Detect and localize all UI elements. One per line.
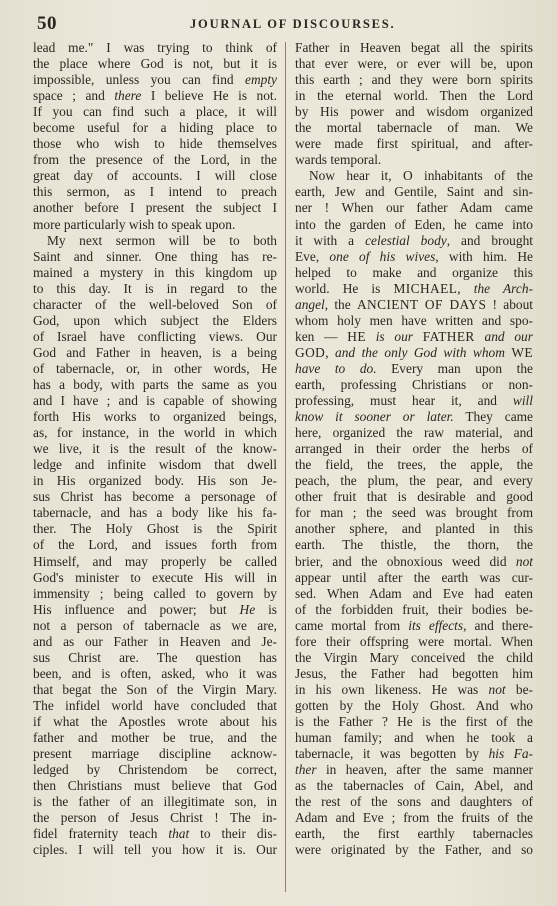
- text-line: fidel fraternity teach that to their dis-: [33, 826, 277, 842]
- text-line: have to do. Every man upon the: [295, 360, 533, 376]
- right-text-column: [295, 40, 533, 900]
- text-line: whom holy men have written and spo-: [295, 312, 533, 328]
- text-line: were made first spiritual, and after-: [295, 136, 533, 152]
- text-line: the field, the trees, the apple, the: [295, 457, 533, 473]
- text-line: lead me." I was trying to think of: [33, 40, 277, 55]
- text-line: that ever were, or ever will be, upon: [295, 56, 533, 72]
- text-line: God and Father in heaven, is a being: [33, 344, 277, 360]
- text-line: ledged by Christendom be correct,: [33, 762, 277, 778]
- text-line: not a person of tabernacle as we are,: [33, 617, 277, 633]
- text-line: My next sermon will be to both: [47, 232, 277, 248]
- text-line: from the presence of the Lord, in the: [33, 152, 277, 168]
- text-line: impossible, unless you can find empty: [33, 72, 277, 88]
- text-line: came mortal from its effects, and there-: [295, 617, 533, 633]
- text-line: as, for instance, in the world in which: [33, 425, 277, 441]
- text-line: the rest of the sons and daughters of: [295, 794, 533, 810]
- text-line: in His organized body. His son Je-: [33, 473, 277, 489]
- text-line: the person of Jesus Christ ! The in-: [33, 810, 277, 826]
- text-line: of the Lord, and issues forth from: [33, 537, 277, 553]
- text-line: present marriage discipline acknow-: [33, 746, 277, 762]
- text-line: forth His works to organized beings,: [33, 409, 277, 425]
- text-line: father and mother be true, and the: [33, 730, 277, 746]
- text-line: Now hear it, O inhabitants of the: [309, 168, 533, 184]
- text-line: tabernacle, it was begotten by his Fa-: [295, 746, 533, 762]
- text-line: fore their offspring were mortal. When: [295, 633, 533, 649]
- text-line: another sphere, and planted in this: [295, 521, 533, 537]
- text-line: Himself, and may properly be called: [33, 553, 277, 569]
- text-line: other fruit that is desirable and good: [295, 489, 533, 505]
- text-line: arranged in their order the herbs of: [295, 441, 533, 457]
- text-line: sed. When Adam and Eve had eaten: [295, 585, 533, 601]
- text-line: were originated by the Father, and so: [295, 842, 533, 858]
- text-line: God, upon which subject the Elders: [33, 312, 277, 328]
- text-line: more particularly wish to speak upon.: [33, 216, 236, 232]
- left-text-column: [33, 40, 277, 900]
- text-line: tabernacle, and has a body like his fa-: [33, 505, 277, 521]
- text-line: immensity ; being called to govern by: [33, 585, 277, 601]
- text-line: has a body, with parts the same as you: [33, 376, 277, 392]
- text-line: another before I present the subject I: [33, 200, 277, 216]
- text-line: ner ! When our father Adam came: [295, 200, 533, 216]
- text-line: earth. The thistle, the thorn, the: [295, 537, 533, 553]
- text-line: gotten by the Holy Ghost. And who: [295, 697, 533, 713]
- text-line: great day of accounts. I will close: [33, 168, 277, 184]
- text-line: brier, and the obnoxious weed did not: [295, 553, 533, 569]
- text-line: and as our Father in Heaven and Je-: [33, 633, 277, 649]
- text-line: and I have ; and is capable of showing: [33, 393, 277, 409]
- text-line: earth, professing Christians or non-: [295, 376, 533, 392]
- text-line: ken — HE is our FATHER and our: [295, 328, 533, 344]
- text-line: helped to make and organize this: [295, 264, 533, 280]
- text-line: into the garden of Eden, he came into: [295, 216, 533, 232]
- text-line: space ; and there I believe He is not.: [33, 88, 277, 104]
- text-line: professing, must hear it, and will: [295, 393, 533, 409]
- text-line: by His power and wisdom organized: [295, 104, 533, 120]
- text-line: know it sooner or later. They came: [295, 409, 533, 425]
- text-line: world. He is MICHAEL, the Arch-: [295, 280, 533, 296]
- text-line: God's minister to execute His will in: [33, 569, 277, 585]
- text-line: is the Father ? He is the first of the: [295, 713, 533, 729]
- column-divider: [285, 42, 286, 892]
- page-number: 50: [37, 13, 57, 34]
- text-line: of Israel have conflicting views. Our: [33, 328, 277, 344]
- text-line: The infidel world have concluded that: [33, 697, 277, 713]
- text-line: then Christians must believe that God: [33, 778, 277, 794]
- text-line: ciples. I will tell you how it is. Our: [33, 842, 277, 858]
- text-line: Eve, one of his wives, with him. He: [295, 248, 533, 264]
- text-line: sus Christ are. The question has: [33, 649, 277, 665]
- text-line: His influence and power; but He is: [33, 601, 277, 617]
- text-line: in his own likeness. He was not be-: [295, 681, 533, 697]
- text-line: become useful for a hiding place to: [33, 120, 277, 136]
- text-line: human family; and when he took a: [295, 730, 533, 746]
- text-line: the place where God is not, but it is: [33, 56, 277, 72]
- text-line: sus Christ has become a personage of: [33, 489, 277, 505]
- text-line: as the tabernacles of Cain, Abel, and: [295, 778, 533, 794]
- page-header: [0, 0, 557, 36]
- text-line: Adam and Eve ; from the fruits of the: [295, 810, 533, 826]
- text-line: of tabernacle, or, in other words, He: [33, 360, 277, 376]
- text-line: here, organized the raw material, and: [295, 425, 533, 441]
- text-line: the Virgin Mary conceived the child: [295, 649, 533, 665]
- text-line: Father in Heaven begat all the spirits: [295, 40, 533, 55]
- text-line: this sermon, as I intend to preach: [33, 184, 277, 200]
- running-title: JOURNAL OF DISCOURSES.: [190, 17, 396, 31]
- text-line: ther. The Holy Ghost is the Spirit: [33, 521, 277, 537]
- text-line: that begat the Son of the Virgin Mary.: [33, 681, 277, 697]
- text-line: been, and is often, asked, who it was: [33, 665, 277, 681]
- text-line: those who wish to hide themselves: [33, 136, 277, 152]
- text-line: for man ; the seed was brought from: [295, 505, 533, 521]
- text-line: wards temporal.: [295, 152, 382, 168]
- text-line: if what the Apostles wrote about his: [33, 713, 277, 729]
- text-line: GOD, and the only God with whom WE: [295, 344, 533, 360]
- text-line: is the father of an illegitimate son, in: [33, 794, 277, 810]
- text-line: earth, Jew and Gentile, Saint and sin-: [295, 184, 533, 200]
- text-line: Saint and sinner. One thing has re-: [33, 248, 277, 264]
- text-line: Jesus, the Father had begotten him: [295, 665, 533, 681]
- text-line: ledge and infinite wisdom that dwell: [33, 457, 277, 473]
- text-line: of the forbidden fruit, their bodies be-: [295, 601, 533, 617]
- text-line: appear until after the earth was cur-: [295, 569, 533, 585]
- text-line: this earth ; and they were born spirits: [295, 72, 533, 88]
- text-line: ther in heaven, after the same manner: [295, 762, 533, 778]
- text-line: mained a mystery in this kingdom up: [33, 264, 277, 280]
- text-line: in the eternal world. Then the Lord: [295, 88, 533, 104]
- text-line: it with a celestial body, and brought: [295, 232, 533, 248]
- text-line: angel, the ANCIENT OF DAYS ! about: [295, 296, 533, 312]
- text-line: to this day. It is in regard to the: [33, 280, 277, 296]
- text-line: peach, the plum, the pear, and every: [295, 473, 533, 489]
- text-line: we live, it is the result of the know-: [33, 441, 277, 457]
- text-line: the mortal tabernacle of man. We: [295, 120, 533, 136]
- text-line: earth, the first earthly tabernacles: [295, 826, 533, 842]
- text-line: character of the well-beloved Son of: [33, 296, 277, 312]
- text-line: If you can find such a place, it will: [33, 104, 277, 120]
